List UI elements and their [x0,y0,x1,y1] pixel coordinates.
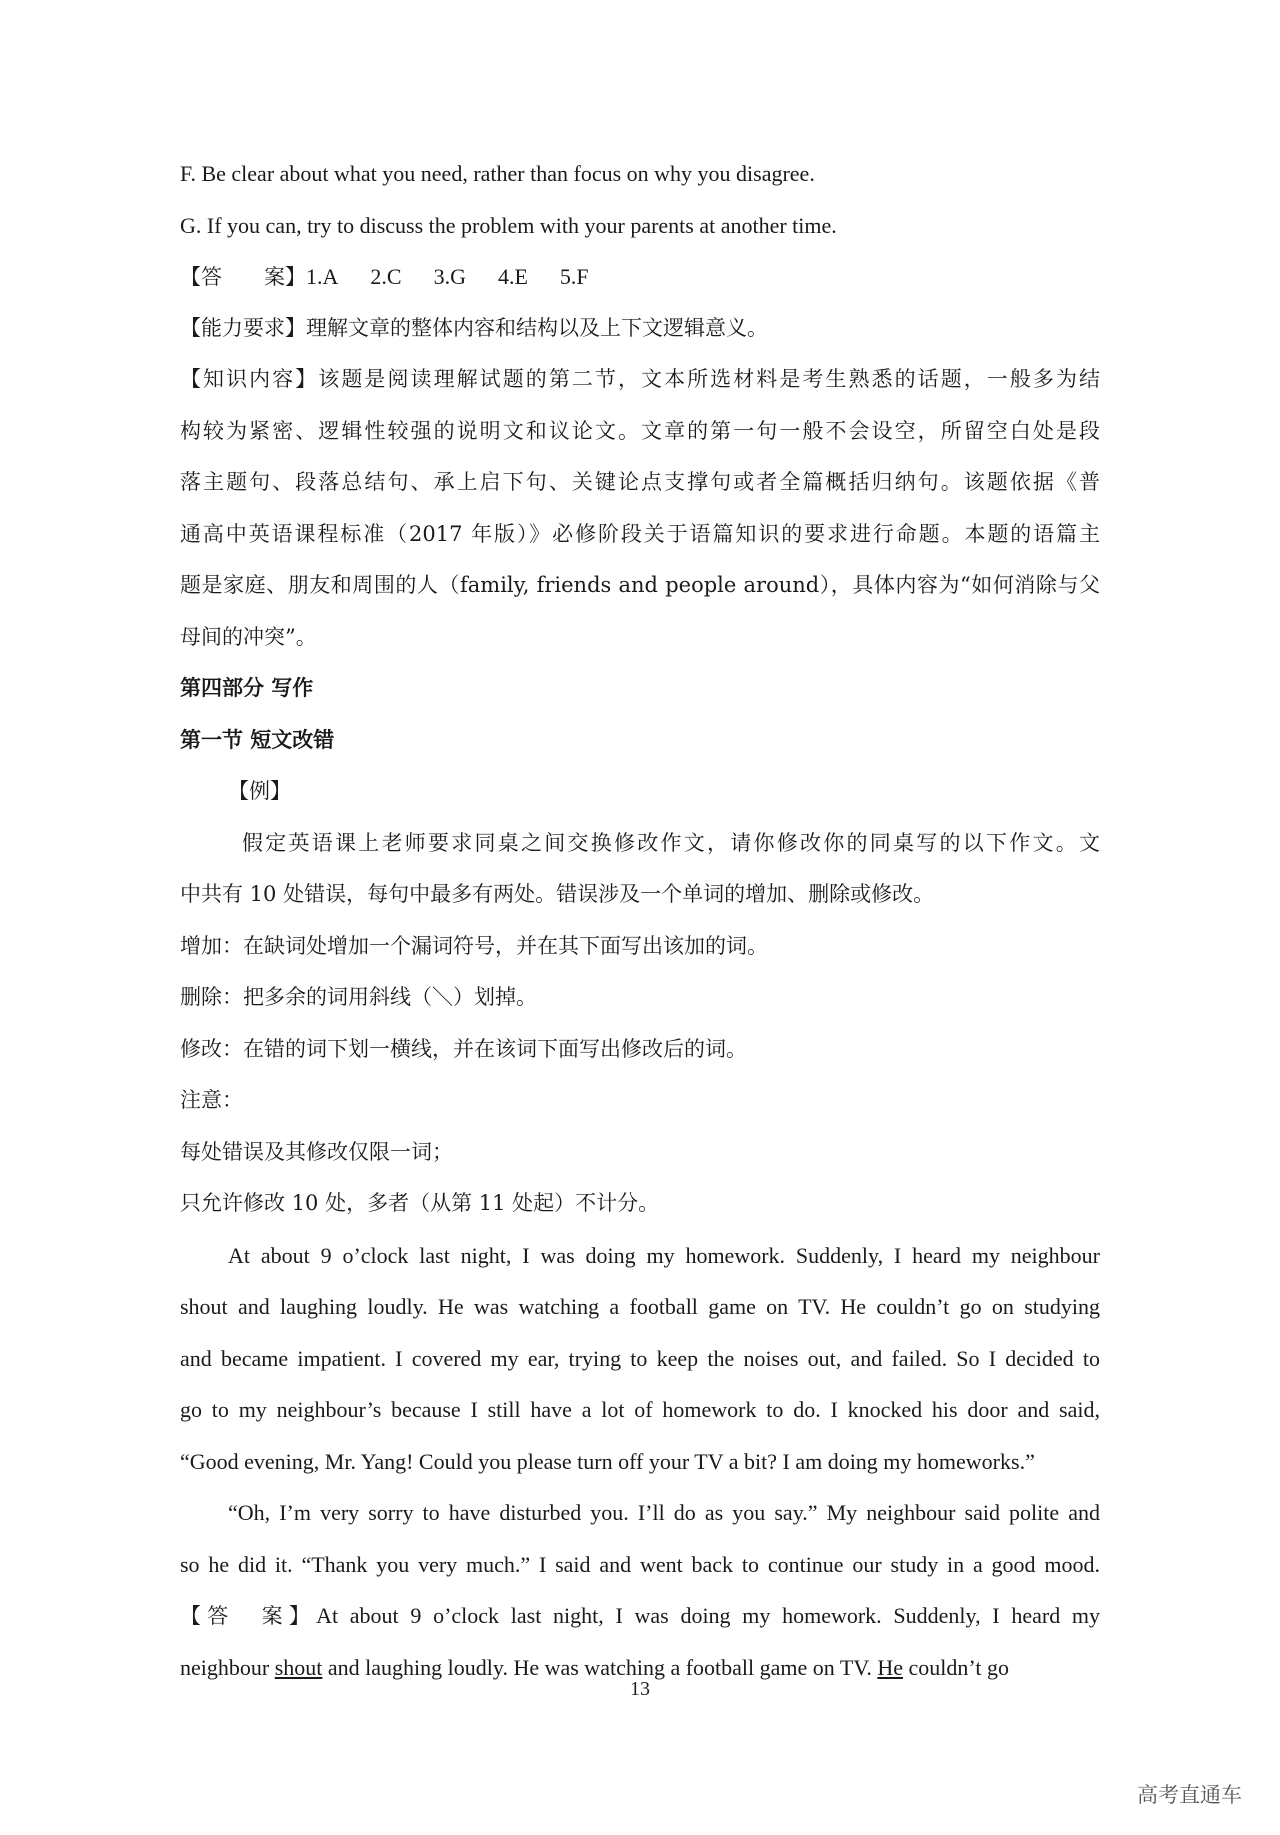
essay-line-5: “Good evening, Mr. Yang! Could you please turn off your TV a bit? I am doing my homeworks.” [180,1448,1035,1474]
answer-1: 1.A [306,264,339,289]
answer-essay-segment-c: couldn’t go [903,1654,1009,1680]
section-heading-part-four: 第四部分 写作 [180,676,314,700]
answer-2: 2.C [370,264,402,289]
essay-line-4: go to my neighbour’s because I still have a lot of homework to do. I knocked his door and said, [180,1397,1100,1422]
document-body [180,148,1100,1693]
ability-requirement: 【能力要求】理解文章的整体内容和结构以及上下文逻辑意义。 [180,315,768,340]
answer-essay-text: At about 9 o’clock last night, I was doing my homework. Suddenly, I heard my [316,1603,1101,1628]
essay-line-6: “Oh, I’m very sorry to have disturbed you. I’ll do as you say.” My neighbour said polite and [228,1500,1100,1525]
knowledge-content-line-2: 构较为紧密、逻辑性较强的说明文和议论文。文章的第一句一般不会设空，所留空白处是段 [180,418,1100,443]
essay-line-2: shout and laughing loudly. He was watching a football game on TV. He couldn’t go on studying [180,1294,1100,1319]
underlined-word-shout: shout [274,1654,323,1680]
option-g: G. If you can, try to discuss the problem with your parents at another time. [180,212,837,238]
instruction-line-2: 中共有 10 处错误，每句中最多有两处。错误涉及一个单词的增加、删除或修改。 [180,882,935,906]
instruction-add: 增加：在缺词处增加一个漏词符号，并在其下面写出该加的词。 [180,933,768,958]
answer-essay-label: 【答 案】 [180,1604,317,1628]
page-number: 13 [630,1678,650,1700]
option-f: F. Be clear about what you need, rather than focus on why you disagree. [180,161,815,186]
answer-essay-line-1 [180,1590,1100,1642]
example-label: 【例】 [228,779,291,803]
answer-3: 3.G [433,264,466,289]
note-label: 注意： [180,1088,243,1112]
answer-label: 【答 案】 [180,265,306,289]
essay-line-1: At about 9 o’clock last night, I was doing my homework. Suddenly, I heard my neighbour [228,1242,1100,1268]
underlined-word-he: He [877,1654,904,1680]
essay-line-7: so he did it. “Thank you very much.” I said and went back to continue our study in a good mood. [180,1551,1100,1577]
essay-line-3: and became impatient. I covered my ear, trying to keep the noises out, and failed. So I decided to [180,1345,1100,1371]
answer-4: 4.E [497,264,528,289]
instruction-line-1: 假定英语课上老师要求同桌之间交换修改作文，请你修改你的同桌写的以下作文。文 [242,830,1100,855]
watermark: 高考直通车 [1137,1783,1242,1807]
knowledge-content-line-6: 母间的冲突”。 [180,624,317,649]
instruction-delete: 删除：把多余的词用斜线（＼）划掉。 [180,985,537,1009]
knowledge-content-line-4: 通高中英语课程标准（2017 年版）》必修阶段关于语篇知识的要求进行命题。本题的语篇主 [180,521,1100,546]
answer-line [180,251,1100,303]
knowledge-content-line-3: 落主题句、段落总结句、承上启下句、关键论点支撑句或者全篇概括归纳句。该题依据《普 [180,470,1100,494]
knowledge-content-line-5: 题是家庭、朋友和周围的人（family, friends and people around），具体内容为“如何消除与父 [180,573,1100,597]
answer-essay-segment-a: neighbour [180,1654,275,1680]
answer-5: 5.F [559,264,589,289]
answer-essay-segment-b: and laughing loudly. He was watching a football game on TV. [322,1654,878,1680]
instruction-modify: 修改：在错的词下划一横线，并在该词下面写出修改后的词。 [180,1036,747,1061]
knowledge-content-line-1: 【知识内容】该题是阅读理解试题的第二节，文本所选材料是考生熟悉的话题，一般多为结 [180,367,1100,391]
note-line-2: 只允许修改 10 处，多者（从第 11 处起）不计分。 [180,1191,660,1215]
section-heading-error-correction: 第一节 短文改错 [180,727,335,752]
note-line-1: 每处错误及其修改仅限一词； [180,1139,453,1164]
